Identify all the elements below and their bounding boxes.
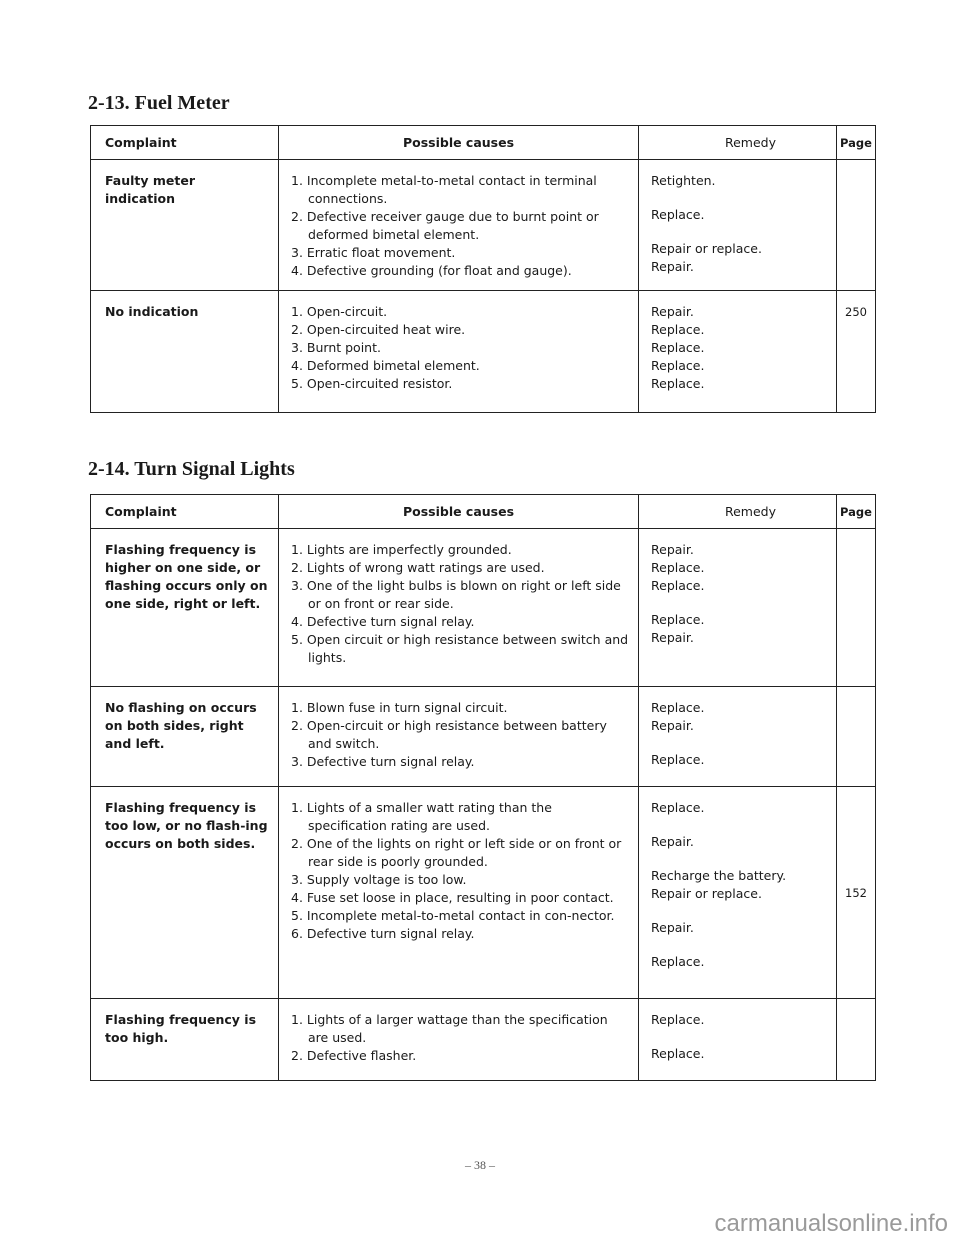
table-header-row (91, 495, 876, 529)
causes-cell (279, 787, 639, 999)
cause-item: 3. Defective turn signal relay. (291, 754, 475, 769)
header-remedy: Remedy (639, 495, 837, 529)
header-complaint: Complaint (91, 126, 279, 160)
complaint-cell: Flashing frequency is too high. (91, 999, 279, 1081)
cause-item: 2. Defective receiver gauge due to burnt point or deformed bimetal element. (291, 209, 599, 242)
remedy-item: Replace. (651, 1012, 705, 1027)
header-remedy: Remedy (639, 126, 837, 160)
cause-item: 4. Deformed bimetal element. (291, 358, 480, 373)
fuel-meter-table (90, 125, 876, 413)
page-cell: 250 (837, 291, 876, 413)
remedy-item: Repair or replace. (651, 886, 762, 901)
remedy-item: Repair. (651, 542, 694, 557)
remedy-item: Replace. (651, 376, 705, 391)
complaint-cell: No flashing on occurs on both sides, right and left. (91, 687, 279, 787)
table-row (91, 291, 876, 413)
remedy-cell (639, 787, 837, 999)
cause-item: 1. Open-circuit. (291, 304, 388, 319)
cause-item: 3. Erratic float movement. (291, 245, 456, 260)
complaint-cell: Flashing frequency is higher on one side, or flashing occurs only on one side, right or left. (91, 529, 279, 687)
header-page: Page (837, 126, 876, 160)
cause-item: 2. Defective flasher. (291, 1048, 417, 1063)
remedy-item: Replace. (651, 752, 705, 767)
remedy-item: Repair. (651, 304, 694, 319)
remedy-item: Replace. (651, 207, 705, 222)
page-cell (837, 687, 876, 787)
page-cell (837, 999, 876, 1081)
remedy-item: Replace. (651, 700, 705, 715)
remedy-item: Repair. (651, 718, 694, 733)
remedy-item: Repair. (651, 259, 694, 274)
cause-item: 5. Incomplete metal-to-metal contact in con-nector. (291, 908, 615, 923)
remedy-item: Retighten. (651, 173, 716, 188)
causes-cell (279, 291, 639, 413)
remedy-item: Replace. (651, 1046, 705, 1061)
remedy-item: Replace. (651, 578, 705, 593)
remedy-item: Repair. (651, 920, 694, 935)
cause-item: 1. Blown fuse in turn signal circuit. (291, 700, 508, 715)
cause-item: 4. Defective turn signal relay. (291, 614, 475, 629)
turn-signal-table (90, 494, 876, 1081)
header-page: Page (837, 495, 876, 529)
remedy-item: Replace. (651, 800, 705, 815)
causes-cell (279, 687, 639, 787)
remedy-cell (639, 291, 837, 413)
remedy-item: Replace. (651, 358, 705, 373)
watermark: carmanualsonline.info (714, 1210, 948, 1237)
remedy-item: Recharge the battery. (651, 868, 787, 883)
page-cell (837, 529, 876, 687)
remedy-cell (639, 160, 837, 291)
table-row (91, 687, 876, 787)
causes-cell (279, 999, 639, 1081)
cause-item: 2. Open-circuit or high resistance between battery and switch. (291, 718, 607, 751)
remedy-cell (639, 687, 837, 787)
remedy-item: Repair or replace. (651, 241, 762, 256)
complaint-cell: Flashing frequency is too low, or no flash-ing occurs on both sides. (91, 787, 279, 999)
cause-item: 5. Open-circuited resistor. (291, 376, 453, 391)
cause-item: 2. One of the lights on right or left side or on front or rear side is poorly grounded. (291, 836, 622, 869)
remedy-cell (639, 529, 837, 687)
header-causes: Possible causes (279, 495, 639, 529)
section-title-turn-signal-lights: 2-14. Turn Signal Lights (88, 458, 295, 480)
cause-item: 3. One of the light bulbs is blown on right or left side or on front or rear side. (291, 578, 621, 611)
page-number: – 38 – (465, 1158, 495, 1172)
cause-item: 6. Defective turn signal relay. (291, 926, 475, 941)
remedy-item: Replace. (651, 612, 705, 627)
page-cell (837, 160, 876, 291)
header-complaint: Complaint (91, 495, 279, 529)
causes-cell (279, 160, 639, 291)
table-row (91, 529, 876, 687)
page-cell: 152 (837, 787, 876, 999)
cause-item: 1. Lights of a smaller watt rating than the specification rating are used. (291, 800, 552, 833)
table-row (91, 787, 876, 999)
table-row (91, 160, 876, 291)
remedy-item: Repair. (651, 834, 694, 849)
cause-item: 4. Fuse set loose in place, resulting in poor contact. (291, 890, 614, 905)
cause-item: 3. Burnt point. (291, 340, 381, 355)
cause-item: 3. Supply voltage is too low. (291, 872, 467, 887)
table-row (91, 999, 876, 1081)
cause-item: 1. Lights are imperfectly grounded. (291, 542, 512, 557)
cause-item: 1. Incomplete metal-to-metal contact in terminal connections. (291, 173, 597, 206)
remedy-item: Replace. (651, 560, 705, 575)
cause-item: 2. Lights of wrong watt ratings are used. (291, 560, 545, 575)
cause-item: 1. Lights of a larger wattage than the specification are used. (291, 1012, 608, 1045)
cause-item: 4. Defective grounding (for float and gauge). (291, 263, 572, 278)
remedy-item: Replace. (651, 340, 705, 355)
table-header-row (91, 126, 876, 160)
causes-cell (279, 529, 639, 687)
section-title-fuel-meter: 2-13. Fuel Meter (88, 92, 230, 114)
remedy-cell (639, 999, 837, 1081)
remedy-item: Replace. (651, 954, 705, 969)
cause-item: 5. Open circuit or high resistance between switch and lights. (291, 632, 629, 665)
complaint-cell: Faulty meter indication (91, 160, 279, 291)
complaint-cell: No indication (91, 291, 279, 413)
header-causes: Possible causes (279, 126, 639, 160)
remedy-item: Repair. (651, 630, 694, 645)
cause-item: 2. Open-circuited heat wire. (291, 322, 466, 337)
remedy-item: Replace. (651, 322, 705, 337)
